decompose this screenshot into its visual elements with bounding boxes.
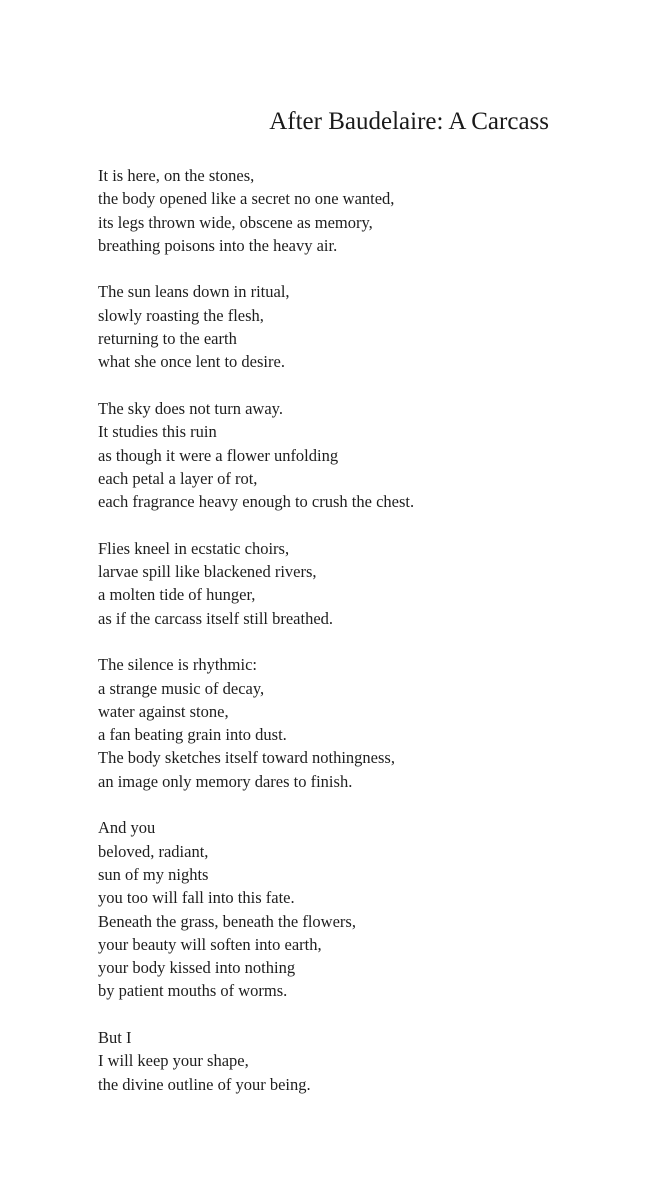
- poem-line: an image only memory dares to finish.: [98, 771, 353, 791]
- poem-line: returning to the earth: [98, 329, 237, 349]
- poem-line: Flies kneel in ecstatic choirs,: [98, 538, 290, 558]
- stanza: [98, 280, 618, 373]
- stanza: [98, 397, 618, 513]
- poem-line: the body opened like a secret no one wanted,: [98, 189, 395, 209]
- poem-line: larvae spill like blackened rivers,: [98, 562, 317, 582]
- poem-line: beloved, radiant,: [98, 841, 209, 861]
- poem-line: I will keep your shape,: [98, 1051, 249, 1071]
- poem-line: Beneath the grass, beneath the flowers,: [98, 911, 356, 931]
- poem-line: each petal a layer of rot,: [98, 468, 258, 488]
- poem-line: It studies this ruin: [98, 422, 217, 442]
- poem-line: by patient mouths of worms.: [98, 981, 288, 1001]
- poem-line: And you: [98, 818, 156, 838]
- poem-line: slowly roasting the flesh,: [98, 305, 264, 325]
- poem-line: a fan beating grain into dust.: [98, 725, 287, 745]
- poem-line: your body kissed into nothing: [98, 958, 296, 978]
- poem-line: It is here, on the stones,: [98, 166, 255, 185]
- poem-line: what she once lent to desire.: [98, 352, 285, 372]
- poem-title: After Baudelaire: A Carcass: [269, 108, 549, 135]
- stanza: [98, 1026, 618, 1096]
- poem-line: sun of my nights: [98, 864, 209, 884]
- poem-line: you too will fall into this fate.: [98, 888, 295, 908]
- stanza: [98, 164, 618, 257]
- stanza: [98, 816, 618, 1002]
- poem-line: as if the carcass itself still breathed.: [98, 608, 334, 628]
- poem-line: breathing poisons into the heavy air.: [98, 235, 338, 255]
- poem-line: water against stone,: [98, 701, 229, 721]
- poem-line: its legs thrown wide, obscene as memory,: [98, 212, 373, 232]
- poem-line: But I: [98, 1027, 132, 1047]
- poem-line: The body sketches itself toward nothingness,: [98, 748, 395, 768]
- poem-line: each fragrance heavy enough to crush the chest.: [98, 492, 415, 512]
- poem-line: a strange music of decay,: [98, 678, 265, 698]
- stanza: [98, 537, 618, 630]
- poem-line: The sky does not turn away.: [98, 398, 283, 418]
- poem-line: The sun leans down in ritual,: [98, 282, 290, 302]
- poem-line: as though it were a flower unfolding: [98, 445, 339, 465]
- stanza: [98, 653, 618, 793]
- poem-body: [98, 164, 618, 1119]
- poem-line: a molten tide of hunger,: [98, 585, 256, 605]
- poem-line: The silence is rhythmic:: [98, 655, 257, 675]
- poem-line: your beauty will soften into earth,: [98, 934, 322, 954]
- poem-line: the divine outline of your being.: [98, 1074, 311, 1094]
